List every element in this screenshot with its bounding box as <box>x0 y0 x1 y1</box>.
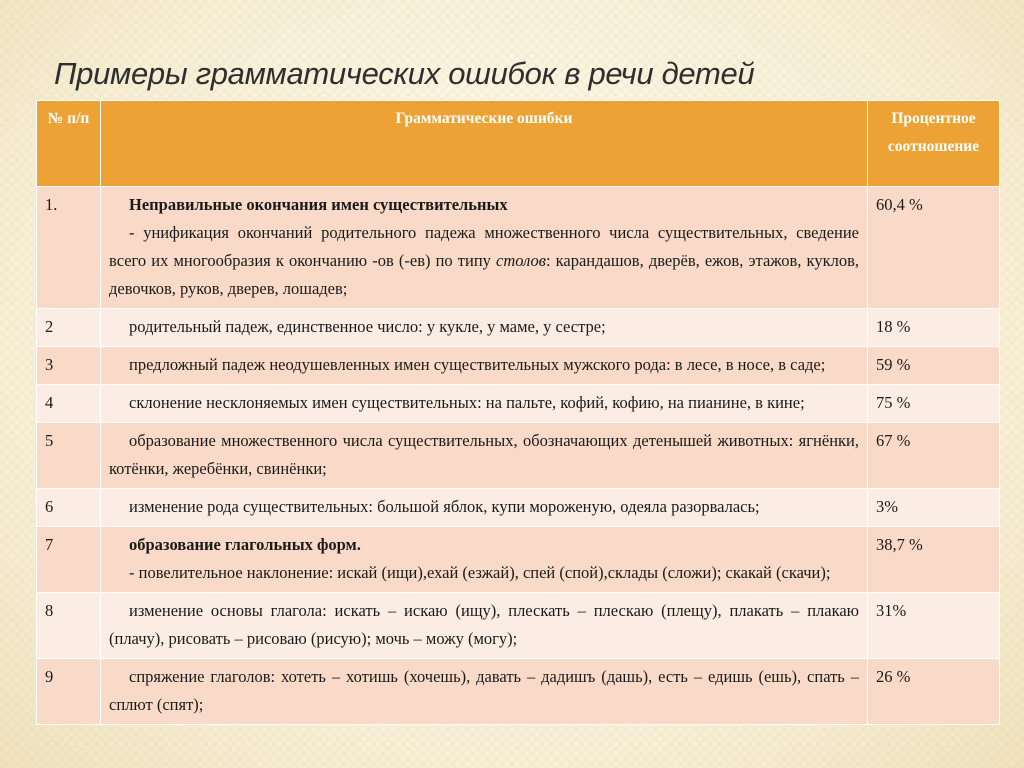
table-row <box>37 347 1000 385</box>
table-row <box>37 309 1000 347</box>
row-text: образование множественного числа существительных, обозначающих детенышей животных: ягнёнки, котёнки, жеребёнки, свинёнки; <box>109 431 859 478</box>
header-errors: Грамматические ошибки <box>101 101 868 187</box>
row-percent: 60,4 % <box>868 187 1000 309</box>
table-row <box>37 423 1000 489</box>
slide-title: Примеры грамматических ошибок в речи детей <box>54 56 755 91</box>
row-number: 4 <box>37 385 101 423</box>
table-row <box>37 659 1000 725</box>
row-description <box>101 385 868 423</box>
row-text: - повелительное наклонение: искай (ищи),ехай (езжай), спей (спой),склады (сложи); скакай (скачи); <box>129 563 831 582</box>
row-description <box>101 527 868 593</box>
row-percent: 59 % <box>868 347 1000 385</box>
row-description <box>101 187 868 309</box>
row-heading: Неправильные окончания имен существительных <box>129 195 508 214</box>
table-row <box>37 593 1000 659</box>
row-description <box>101 423 868 489</box>
row-percent: 3% <box>868 489 1000 527</box>
header-number: № п/п <box>37 101 101 187</box>
errors-table <box>36 100 1000 725</box>
row-description <box>101 309 868 347</box>
row-description <box>101 593 868 659</box>
row-number: 2 <box>37 309 101 347</box>
row-text: склонение несклоняемых имен существительных: на пальте, кофий, кофию, на пианине, в кине; <box>129 393 805 412</box>
row-number: 8 <box>37 593 101 659</box>
row-text-italic: столов <box>496 251 546 270</box>
row-percent: 31% <box>868 593 1000 659</box>
row-text: родительный падеж, единственное число: у кукле, у маме, у сестре; <box>129 317 606 336</box>
row-text: спряжение глаголов: хотеть – хотишь (хочешь), давать – дадишъ (дашь), есть – едишь (ешь), спать – сплют (спят); <box>109 667 859 714</box>
table-header-row <box>37 101 1000 187</box>
row-number: 1. <box>37 187 101 309</box>
row-description <box>101 489 868 527</box>
header-percent: Процентное соотношение <box>868 101 1000 187</box>
row-text: предложный падеж неодушевленных имен существительных мужского рода: в лесе, в носе, в саде; <box>129 355 826 374</box>
row-percent: 26 % <box>868 659 1000 725</box>
row-percent: 75 % <box>868 385 1000 423</box>
row-number: 3 <box>37 347 101 385</box>
table-row <box>37 385 1000 423</box>
row-description <box>101 659 868 725</box>
table-row <box>37 527 1000 593</box>
row-number: 9 <box>37 659 101 725</box>
row-number: 5 <box>37 423 101 489</box>
row-text: - унификация окончаний родительного падежа множественного числа существительных, сведение всего их многообразия к окончанию -ов (-ев) по типу столов: карандашов, дверёв, ежов, этажов, куклов, девочков, руков, дверев, лошадев; <box>109 223 859 298</box>
row-description <box>101 347 868 385</box>
row-text: изменение рода существительных: большой яблок, купи мороженую, одеяла разорвалась; <box>129 497 760 516</box>
row-percent: 18 % <box>868 309 1000 347</box>
table-row <box>37 489 1000 527</box>
row-percent: 38,7 % <box>868 527 1000 593</box>
table-row <box>37 187 1000 309</box>
row-number: 7 <box>37 527 101 593</box>
row-number: 6 <box>37 489 101 527</box>
row-percent: 67 % <box>868 423 1000 489</box>
row-text: изменение основы глагола: искать – искаю (ищу), плескать – плескаю (плещу), плакать – плакаю (плачу), рисовать – рисоваю (рисую); мочь – можу (могу); <box>109 601 859 648</box>
row-heading: образование глагольных форм. <box>129 535 361 554</box>
